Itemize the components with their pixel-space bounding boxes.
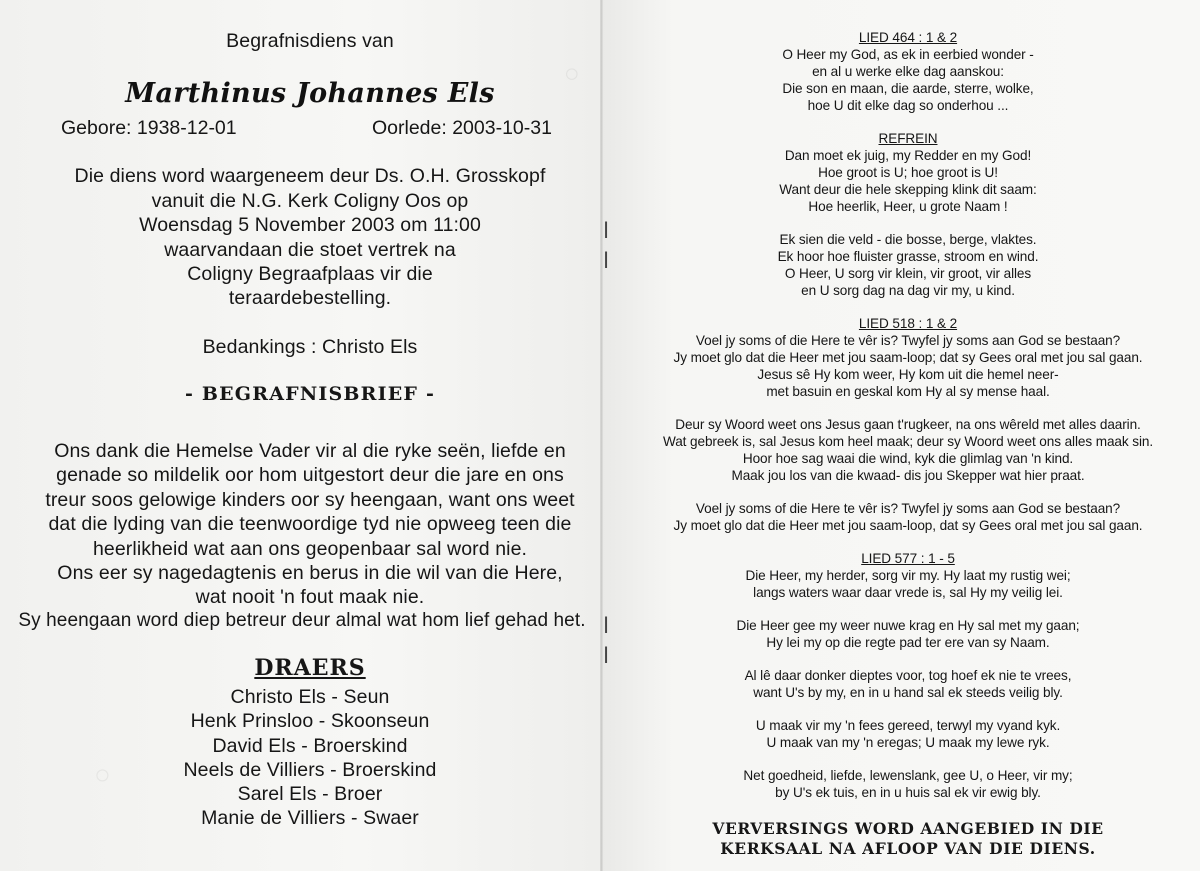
hymn-heading: LIED 577 : 1 - 5: [861, 551, 955, 566]
hymn-line: Ek sien die veld - die bosse, berge, vlaktes.: [779, 232, 1037, 247]
death-date: Oorlede: 2003-10-31: [372, 117, 552, 139]
bleed-through-mark: ◦: [560, 52, 584, 99]
hymn-heading: LIED 464 : 1 & 2: [858, 30, 958, 45]
bleed-through-mark: ◦: [90, 752, 115, 801]
brief-line: wat nooit 'n fout maak nie.: [195, 586, 425, 608]
service-line: waarvandaan die stoet vertrek na: [164, 239, 456, 261]
hymn-line: langs waters waar daar vrede is, sal Hy my veilig lei.: [753, 585, 1063, 600]
draer-item: Manie de Villiers - Swaer: [201, 807, 419, 829]
deceased-name: Marthinus Johannes Els: [125, 78, 495, 109]
service-line: Die diens word waargeneem deur Ds. O.H. Grosskopf: [74, 165, 546, 187]
hymn-heading: LIED 518 : 1 & 2: [858, 316, 958, 331]
brief-line: Ons eer sy nagedagtenis en berus in die wil van die Here,: [57, 562, 563, 584]
refrain-line: Hoe groot is U; hoe groot is U!: [818, 165, 998, 180]
begrafnisbrief-heading: - BEGRAFNISBRIEF -: [184, 383, 436, 405]
hymn-line: met basuin en geskal kom Hy al sy mense haal.: [766, 384, 1050, 399]
hymn-line: Jy moet glo dat die Heer met jou saam-loop, dat sy Gees oral met jou sal gaan.: [673, 518, 1143, 533]
hymn-line: O Heer my God, as ek in eerbied wonder -: [782, 47, 1034, 62]
hymn-line: hoe U dit elke dag so onderhou ...: [807, 98, 1009, 113]
brief-line: heerlikheid wat aan ons geopenbaar sal word nie.: [92, 538, 528, 560]
refrain-heading: REFREIN: [878, 131, 938, 146]
service-line: Woensdag 5 November 2003 om 11:00: [139, 214, 481, 236]
hymn-line: by U's ek tuis, en in u huis sal ek vir ewig bly.: [775, 785, 1041, 800]
hymn-line: Jesus sê Hy kom weer, Hy kom uit die hemel neer-: [757, 367, 1059, 382]
hymn-line: Net goedheid, liefde, lewenslank, gee U, o Heer, vir my;: [743, 768, 1073, 783]
hymn-line: Die son en maan, die aarde, sterre, wolke,: [782, 81, 1034, 96]
fold-tick-mark: ⅼ: [603, 613, 610, 638]
hymn-line: Maak jou los van die kwaad- dis jou Skepper wat hier praat.: [731, 468, 1085, 483]
hymn-line: O Heer, U sorg vir klein, vir groot, vir alles: [784, 266, 1032, 281]
thanks-line: Bedankings : Christo Els: [202, 336, 418, 358]
fold-tick-mark: ⅼ: [603, 248, 610, 273]
refreshments-notice: VERVERSINGS WORD AANGEBIED IN DIE: [712, 819, 1104, 838]
hymn-line: Ek hoor hoe fluister grasse, stroom en wind.: [777, 249, 1039, 264]
draer-item: David Els - Broerskind: [212, 735, 408, 757]
brief-line: Sy heengaan word diep betreur deur almal wat hom lief gehad het.: [18, 610, 586, 631]
service-line: teraardebestelling.: [228, 287, 392, 309]
fold-tick-mark: ⅼ: [603, 218, 610, 243]
draer-item: Henk Prinsloo - Skoonseun: [190, 710, 430, 732]
brief-line: genade so mildelik oor hom uitgestort deur die jare en ons: [56, 464, 564, 486]
service-intro: Begrafnisdiens van: [226, 30, 394, 52]
hymn-line: U maak vir my 'n fees gereed, terwyl my vyand kyk.: [755, 718, 1061, 733]
hymn-line: Jy moet glo dat die Heer met jou saam-loop; dat sy Gees oral met jou sal gaan.: [673, 350, 1143, 365]
birth-date: Gebore: 1938-12-01: [61, 117, 237, 139]
hymn-line: en U sorg dag na dag vir my, u kind.: [801, 283, 1015, 298]
draer-item: Neels de Villiers - Broerskind: [183, 759, 437, 781]
hymn-line: U maak van my 'n eregas; U maak my lewe ryk.: [766, 735, 1050, 750]
refrain-line: Want deur die hele skepping klink dit saam:: [779, 182, 1037, 197]
hymn-line: Voel jy soms of die Here te vêr is? Twyfel jy soms aan God se bestaan?: [695, 333, 1121, 348]
draer-item: Sarel Els - Broer: [237, 783, 383, 805]
hymn-line: Hy lei my op die regte pad ter ere van sy Naam.: [766, 635, 1050, 650]
refrain-line: Hoe heerlik, Heer, u grote Naam !: [808, 199, 1008, 214]
brief-line: dat die lyding van die teenwoordige tyd nie opweeg teen die: [48, 513, 572, 535]
service-line: Coligny Begraafplaas vir die: [187, 263, 433, 285]
hymn-line: Voel jy soms of die Here te vêr is? Twyfel jy soms aan God se bestaan?: [695, 501, 1121, 516]
hymn-line: Al lê daar donker dieptes voor, tog hoef ek nie te vrees,: [744, 668, 1072, 683]
refrain-line: Dan moet ek juig, my Redder en my God!: [784, 148, 1032, 163]
hymn-line: Hoor hoe sag waai die wind, kyk die glimlag van 'n kind.: [742, 451, 1074, 466]
draers-heading: DRAERS: [254, 655, 366, 681]
hymn-line: en al u werke elke dag aanskou:: [812, 64, 1004, 79]
hymn-line: Wat gebreek is, sal Jesus kom heel maak; deur sy Woord weet ons alles maak sin.: [663, 434, 1153, 449]
draer-item: Christo Els - Seun: [230, 686, 390, 708]
refreshments-notice: KERKSAAL NA AFLOOP VAN DIE DIENS.: [720, 839, 1096, 858]
service-line: vanuit die N.G. Kerk Coligny Oos op: [151, 190, 469, 212]
hymn-line: want U's by my, en in u hand sal ek steeds veilig bly.: [753, 685, 1063, 700]
brief-line: treur soos gelowige kinders oor sy heengaan, want ons weet: [45, 489, 575, 511]
brief-line: Ons dank die Hemelse Vader vir al die ryke seën, liefde en: [54, 440, 566, 462]
hymn-line: Deur sy Woord weet ons Jesus gaan t'rugkeer, na ons wêreld met alles daarin.: [675, 417, 1141, 432]
hymn-line: Die Heer, my herder, sorg vir my. Hy laat my rustig wei;: [745, 568, 1071, 583]
hymn-line: Die Heer gee my weer nuwe krag en Hy sal met my gaan;: [736, 618, 1080, 633]
fold-tick-mark: ⅼ: [603, 643, 610, 668]
